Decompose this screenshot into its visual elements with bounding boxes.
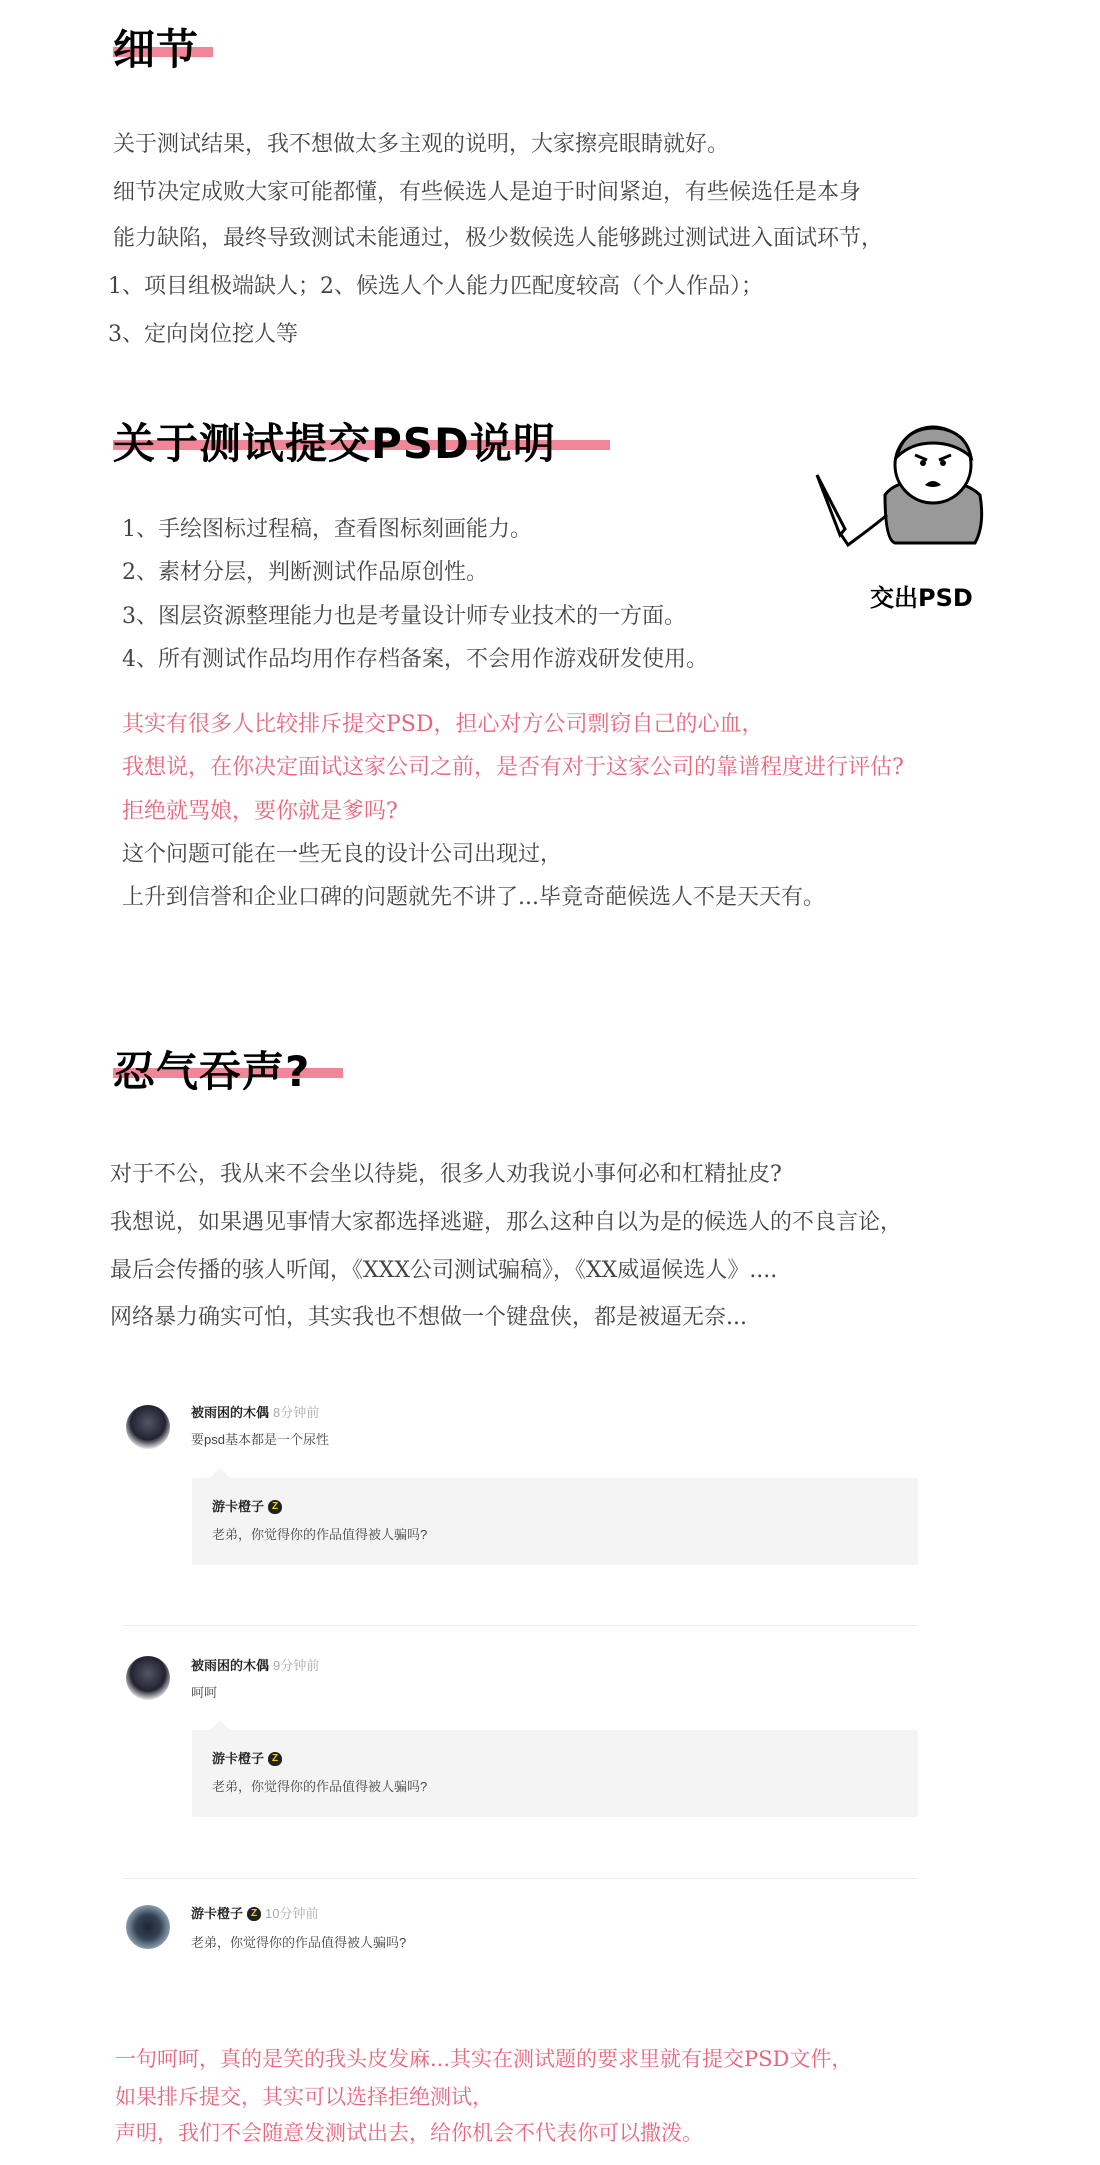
highlight-line: 其实有很多人比较排斥提交PSD，担心对方公司剽窃自己的心血， — [122, 712, 764, 737]
paragraph-line: 关于测试结果，我不想做太多主观的说明，大家擦亮眼睛就好。 — [113, 132, 730, 157]
comment-header — [191, 1903, 318, 1923]
section-title-details: 细节 — [113, 25, 200, 74]
paragraph-line: 这个问题可能在一些无良的设计公司出现过， — [122, 842, 563, 867]
comment-header — [191, 1655, 319, 1675]
list-item: 3、图层资源整理能力也是考量设计师专业技术的一方面。 — [122, 604, 686, 629]
divider — [124, 1625, 918, 1626]
meme-caption: 交出PSD — [870, 584, 973, 612]
comment-text: 老弟，你觉得你的作品值得被人骗吗? — [191, 1935, 407, 1950]
comment-time: 10分钟前 — [265, 1906, 319, 1921]
closing-line: 如果排斥提交，其实可以选择拒绝测试， — [115, 2085, 493, 2109]
paragraph-line: 1、项目组极端缺人；2、候选人个人能力匹配度较高（个人作品）； — [108, 274, 763, 299]
reply-box — [192, 1478, 918, 1565]
paragraph-line: 细节决定成败大家可能都懂，有些候选人是迫于时间紧迫，有些候选任是本身 — [113, 180, 862, 205]
paragraph-line: 上升到信誉和企业口碑的问题就先不讲了...毕竟奇葩候选人不是天天有。 — [122, 885, 825, 910]
paragraph-line: 我想说，如果遇见事情大家都选择逃避，那么这种自以为是的候选人的不良言论， — [110, 1210, 903, 1235]
section-title-silence: 忍气吞声? — [113, 1047, 311, 1096]
avatar[interactable] — [126, 1905, 170, 1949]
comment-time: 8分钟前 — [273, 1405, 320, 1420]
closing-line: 一句呵呵，真的是笑的我头皮发麻...其实在测试题的要求里就有提交PSD文件， — [115, 2047, 853, 2071]
list-item: 2、素材分层，判断测试作品原创性。 — [122, 560, 488, 585]
list-item: 1、手绘图标过程稿，查看图标刻画能力。 — [122, 517, 532, 542]
reply-text: 老弟，你觉得你的作品值得被人骗吗? — [212, 1527, 428, 1542]
comment-text: 要psd基本都是一个尿性 — [191, 1432, 329, 1447]
comment-text: 呵呵 — [191, 1685, 218, 1700]
paragraph-line: 对于不公，我从来不会坐以待毙，很多人劝我说小事何必和杠精扯皮? — [110, 1162, 782, 1187]
meme-illustration — [815, 425, 1015, 565]
comment-author[interactable]: 被雨困的木偶 — [191, 1405, 270, 1420]
avatar[interactable] — [126, 1405, 170, 1449]
comment-author[interactable]: 游卡橙子 — [191, 1906, 244, 1921]
avatar[interactable] — [126, 1656, 170, 1700]
highlight-line: 我想说，在你决定面试这家公司之前，是否有对于这家公司的靠谱程度进行评估? — [122, 755, 904, 780]
closing-line: 声明，我们不会随意发测试出去，给你机会不代表你可以撒泼。 — [115, 2121, 703, 2145]
reply-text: 老弟，你觉得你的作品值得被人骗吗? — [212, 1779, 428, 1794]
reply-box — [192, 1730, 918, 1817]
reply-author[interactable]: 游卡橙子 — [212, 1499, 265, 1514]
divider — [124, 1878, 918, 1879]
verified-badge-icon: Z — [247, 1907, 261, 1921]
paragraph-line: 3、定向岗位挖人等 — [108, 322, 298, 347]
angry-man-knife-icon — [815, 425, 1015, 565]
comment-author[interactable]: 被雨困的木偶 — [191, 1658, 270, 1673]
verified-badge-icon: Z — [268, 1752, 282, 1766]
comment-time: 9分钟前 — [273, 1658, 320, 1673]
verified-badge-icon: Z — [268, 1500, 282, 1514]
list-item: 4、所有测试作品均用作存档备案，不会用作游戏研发使用。 — [122, 647, 708, 672]
paragraph-line: 最后会传播的骇人听闻，《XXX公司测试骗稿》，《XX威逼候选人》.... — [110, 1258, 778, 1283]
reply-author[interactable]: 游卡橙子 — [212, 1751, 265, 1766]
paragraph-line: 能力缺陷，最终导致测试未能通过，极少数候选人能够跳过测试进入面试环节， — [113, 226, 884, 251]
paragraph-line: 网络暴力确实可怕，其实我也不想做一个键盘侠，都是被逼无奈... — [110, 1305, 747, 1330]
comment-header — [191, 1402, 319, 1422]
section-title-psd: 关于测试提交PSD说明 — [113, 419, 556, 468]
highlight-line: 拒绝就骂娘，要你就是爹吗? — [122, 799, 398, 824]
